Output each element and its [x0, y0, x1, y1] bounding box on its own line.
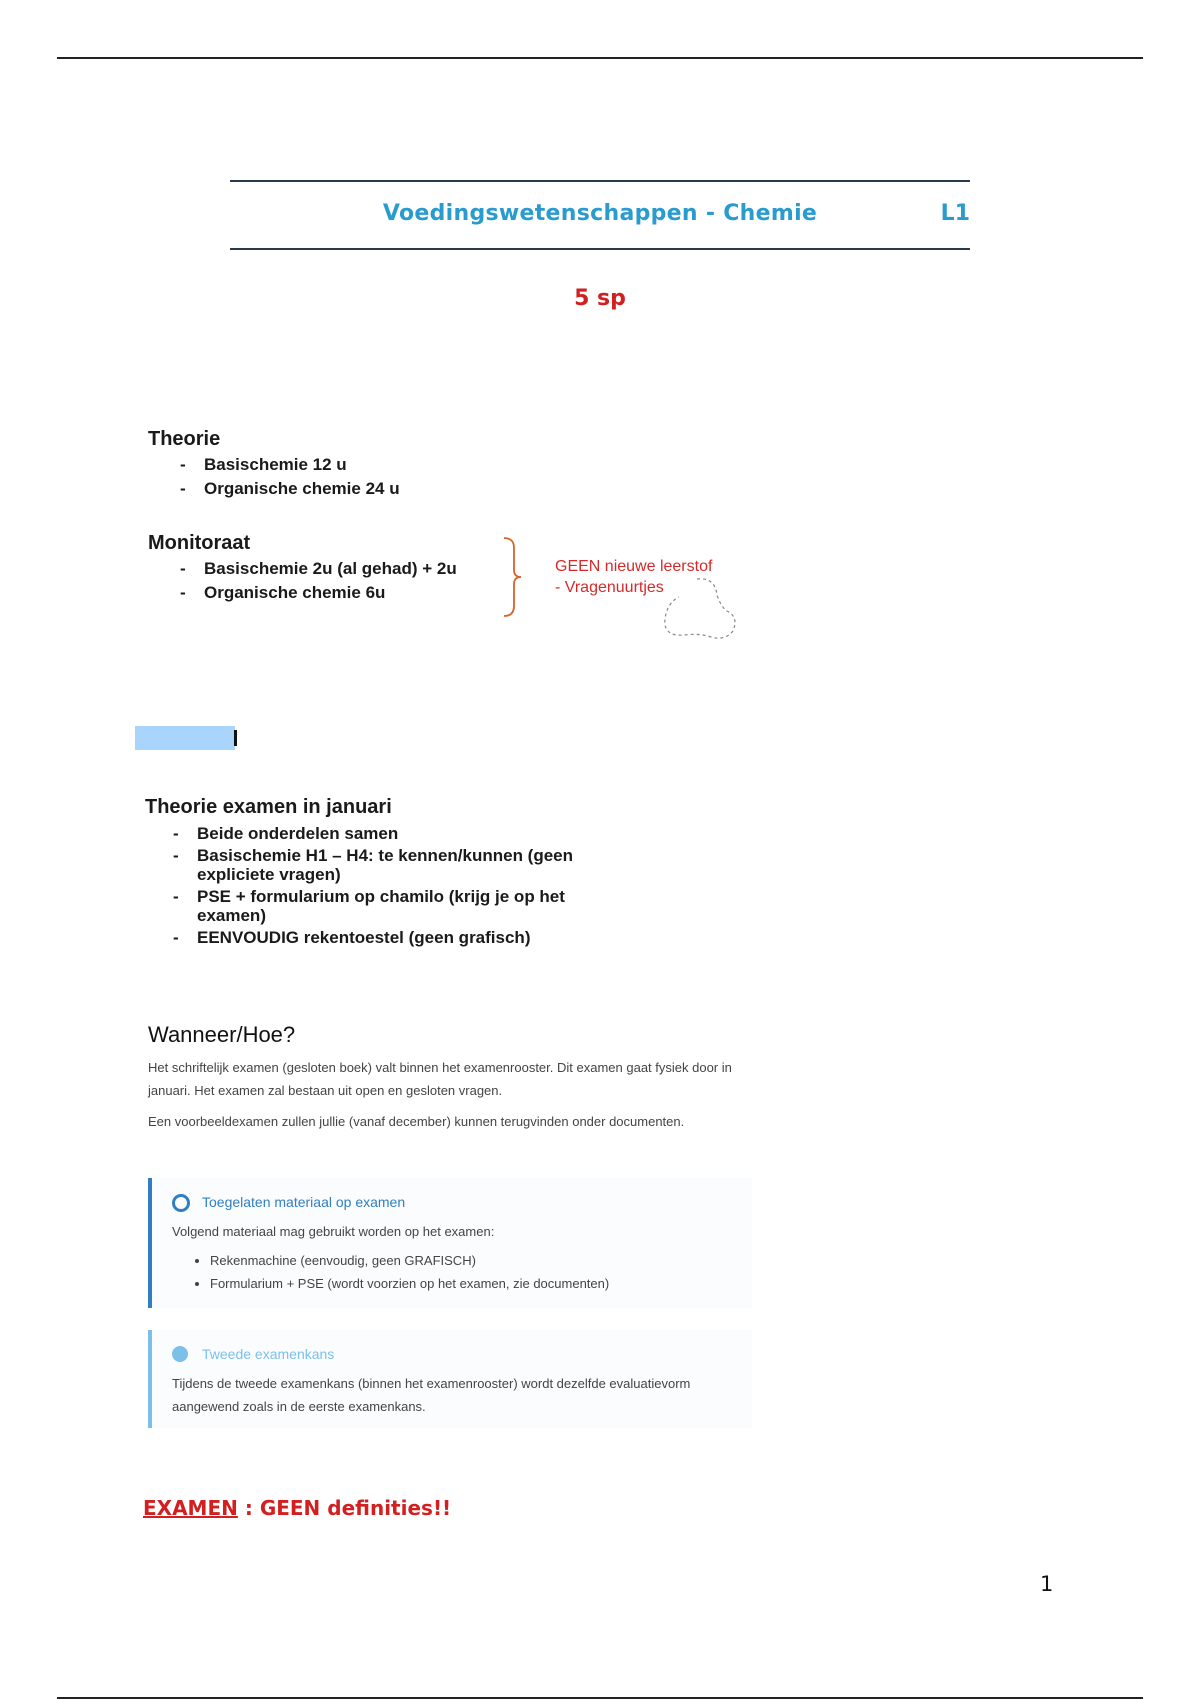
- list-item: - Basischemie H1 – H4: te kennen/kunnen (geen expliciete vragen): [173, 846, 635, 884]
- page-number: 1: [1040, 1572, 1054, 1596]
- callout-title: Toegelaten materiaal op examen: [202, 1194, 406, 1210]
- callout-list: [172, 1249, 732, 1295]
- note-line: GEEN nieuwe leerstof: [555, 558, 713, 575]
- list-item: - Beide onderdelen samen: [173, 824, 635, 843]
- wanneer-title: Wanneer/Hoe?: [148, 1022, 296, 1047]
- exam-separator: :: [237, 1496, 260, 1520]
- course-code: L1: [940, 201, 970, 226]
- brace-icon: [502, 536, 522, 618]
- list-item: - Basischemie 2u (al gehad) + 2u: [180, 557, 457, 581]
- highlight-bar: [135, 726, 235, 750]
- bottom-rule: [57, 1697, 1143, 1699]
- list-item: - Organische chemie 24 u: [180, 477, 400, 501]
- monitoraat-list: [180, 557, 457, 605]
- info-circle-icon: [172, 1346, 188, 1362]
- list-item: - EENVOUDIG rekentoestel (geen grafisch): [173, 928, 635, 947]
- callout-title: Tweede examenkans: [202, 1346, 335, 1362]
- title-box: [230, 180, 970, 250]
- theorie-list: [180, 453, 400, 501]
- examen-section: [145, 796, 635, 950]
- exam-text: GEEN definities!!: [259, 1496, 452, 1520]
- callout-bar: [148, 1178, 152, 1308]
- text-cursor: [234, 730, 237, 746]
- list-item: - PSE + formularium op chamilo (krijg je op het examen): [173, 887, 635, 925]
- examen-heading: Theorie examen in januari: [145, 796, 392, 818]
- callout-intro: Volgend materiaal mag gebruikt worden op het examen:: [172, 1224, 495, 1239]
- list-item: - Basischemie 12 u: [180, 453, 400, 477]
- callout-body: [172, 1220, 732, 1295]
- exam-warning: [143, 1496, 451, 1520]
- list-item: • Rekenmachine (eenvoudig, geen GRAFISCH): [210, 1249, 732, 1272]
- dashed-scribble-icon: [655, 575, 745, 645]
- wanneer-paragraph-1: Het schriftelijk examen (gesloten boek) valt binnen het examenrooster. Dit examen gaat fysiek door in januari. Het examen zal bestaan uit open en gesloten vragen.: [148, 1060, 732, 1098]
- theorie-section: [148, 428, 400, 501]
- callout-body: Tijdens de tweede examenkans (binnen het examenrooster) wordt dezelfde evaluatievorm aangewend zoals in de eerste examenkans.: [172, 1376, 691, 1414]
- callout-bar: [148, 1330, 152, 1428]
- note-line: - Vragenuurtjes: [555, 579, 664, 596]
- document-title: Voedingswetenschappen - Chemie: [382, 201, 818, 226]
- monitoraat-section: [148, 532, 457, 605]
- info-circle-icon: [172, 1194, 190, 1212]
- callout-tweede-kans: [148, 1330, 752, 1428]
- examen-list: [173, 824, 635, 947]
- list-item: • Formularium + PSE (wordt voorzien op het examen, zie documenten): [210, 1272, 732, 1295]
- top-rule: [57, 57, 1143, 59]
- callout-toegelaten: [148, 1178, 752, 1308]
- wanneer-paragraph-2: Een voorbeeldexamen zullen jullie (vanaf december) kunnen terugvinden onder documenten.: [148, 1114, 685, 1129]
- theorie-heading: Theorie: [148, 428, 221, 450]
- list-item: - Organische chemie 6u: [180, 581, 457, 605]
- monitoraat-heading: Monitoraat: [148, 532, 251, 554]
- credits-label: 5 sp: [574, 286, 626, 311]
- exam-label: EXAMEN: [143, 1496, 238, 1520]
